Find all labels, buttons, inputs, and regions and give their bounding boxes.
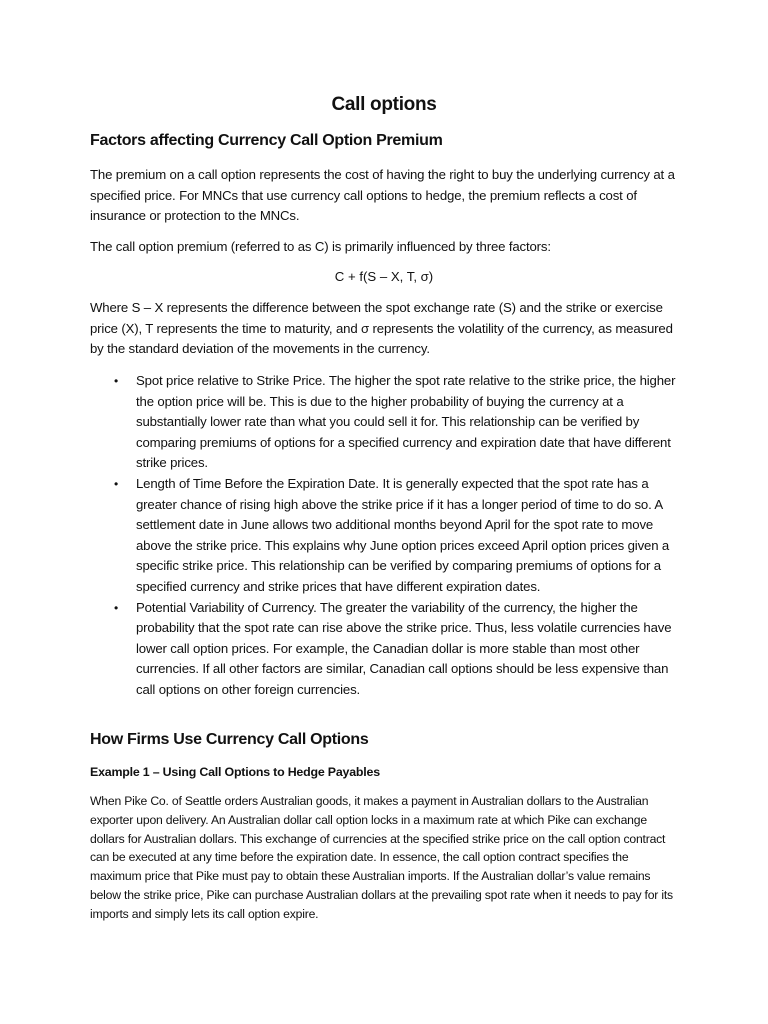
paragraph-formula-explanation: Where S – X represents the difference between the spot exchange rate (S) and the strike or exercise price (X), T represents the time to maturity, and σ represents the volatility of the currency, as measured by the standard deviation of the movements in the currency. bbox=[90, 300, 673, 357]
section-heading-how-firms-use: How Firms Use Currency Call Options bbox=[90, 731, 369, 748]
paragraph-premium-factors: The call option premium (referred to as C) is primarily influenced by three factors: bbox=[90, 239, 551, 254]
paragraph-example-text: When Pike Co. of Seattle orders Australian goods, it makes a payment in Australian dollars to the Australian exporter upon delivery. An Australian dollar call option locks in a maximum rate at which Pike can exchange dollars for Australian dollars. This exchange of currencies at the specified strike price on the call option contract can be executed at any time before the expiration date. In essence, the call option contract specifies the maximum price that Pike must pay to obtain these Australian imports. If the Australian dollar’s value remains below the strike price, Pike can purchase Australian dollars at the prevailing spot rate when it needs to pay for its imports and simply lets its call option expire. bbox=[90, 794, 673, 921]
bullet-dot-icon: • bbox=[114, 476, 119, 491]
example-heading: Example 1 – Using Call Options to Hedge Payables bbox=[90, 765, 380, 779]
factors-bullet-list bbox=[90, 371, 680, 701]
bullet-item-time-to-expiration bbox=[90, 474, 680, 598]
premium-formula: C + f(S – X, T, σ) bbox=[334, 269, 434, 284]
paragraph-premium-intro: The premium on a call option represents the cost of having the right to buy the underlying currency at a specified price. For MNCs that use currency call options to hedge, the premium reflects a cost of insurance or protection to the MNCs. bbox=[90, 167, 675, 224]
bullet-dot-icon: • bbox=[114, 600, 119, 615]
bullet-dot-icon: • bbox=[114, 374, 119, 388]
section-heading-factors: Factors affecting Currency Call Option Premium bbox=[90, 132, 443, 149]
bullet-text: Potential Variability of Currency. The greater the variability of the currency, the higher the probability that the spot rate can rise above the strike price. Thus, less volatile currencies have lower call option prices. For example, the Canadian dollar is more stable than most other currencies. If all other factors are similar, Canadian call options should be less expensive than call options on other foreign currencies. bbox=[136, 599, 672, 697]
bullet-item-variability bbox=[90, 598, 680, 701]
bullet-text: Spot price relative to Strike Price. The higher the spot rate relative to the strike price, the higher the option price will be. This is due to the higher probability of buying the currency at a substantially lower rate than what you could sell it for. This relationship can be verified by comparing premiums of options for a specified currency and expiration date that have different strike prices. bbox=[136, 373, 676, 471]
page-title: Call options bbox=[331, 94, 437, 115]
bullet-item-spot-price bbox=[90, 371, 680, 474]
bullet-text: Length of Time Before the Expiration Date. It is generally expected that the spot rate has a greater chance of rising high above the strike price if it has a longer period of time to do so. A settlement date in June allows two additional months beyond April for the spot rate to move above the strike price. This explains why June option prices exceed April option prices given a specific strike price. This relationship can be verified by comparing premiums of options for a specified currency and strike prices that have different expiration dates. bbox=[136, 475, 670, 594]
